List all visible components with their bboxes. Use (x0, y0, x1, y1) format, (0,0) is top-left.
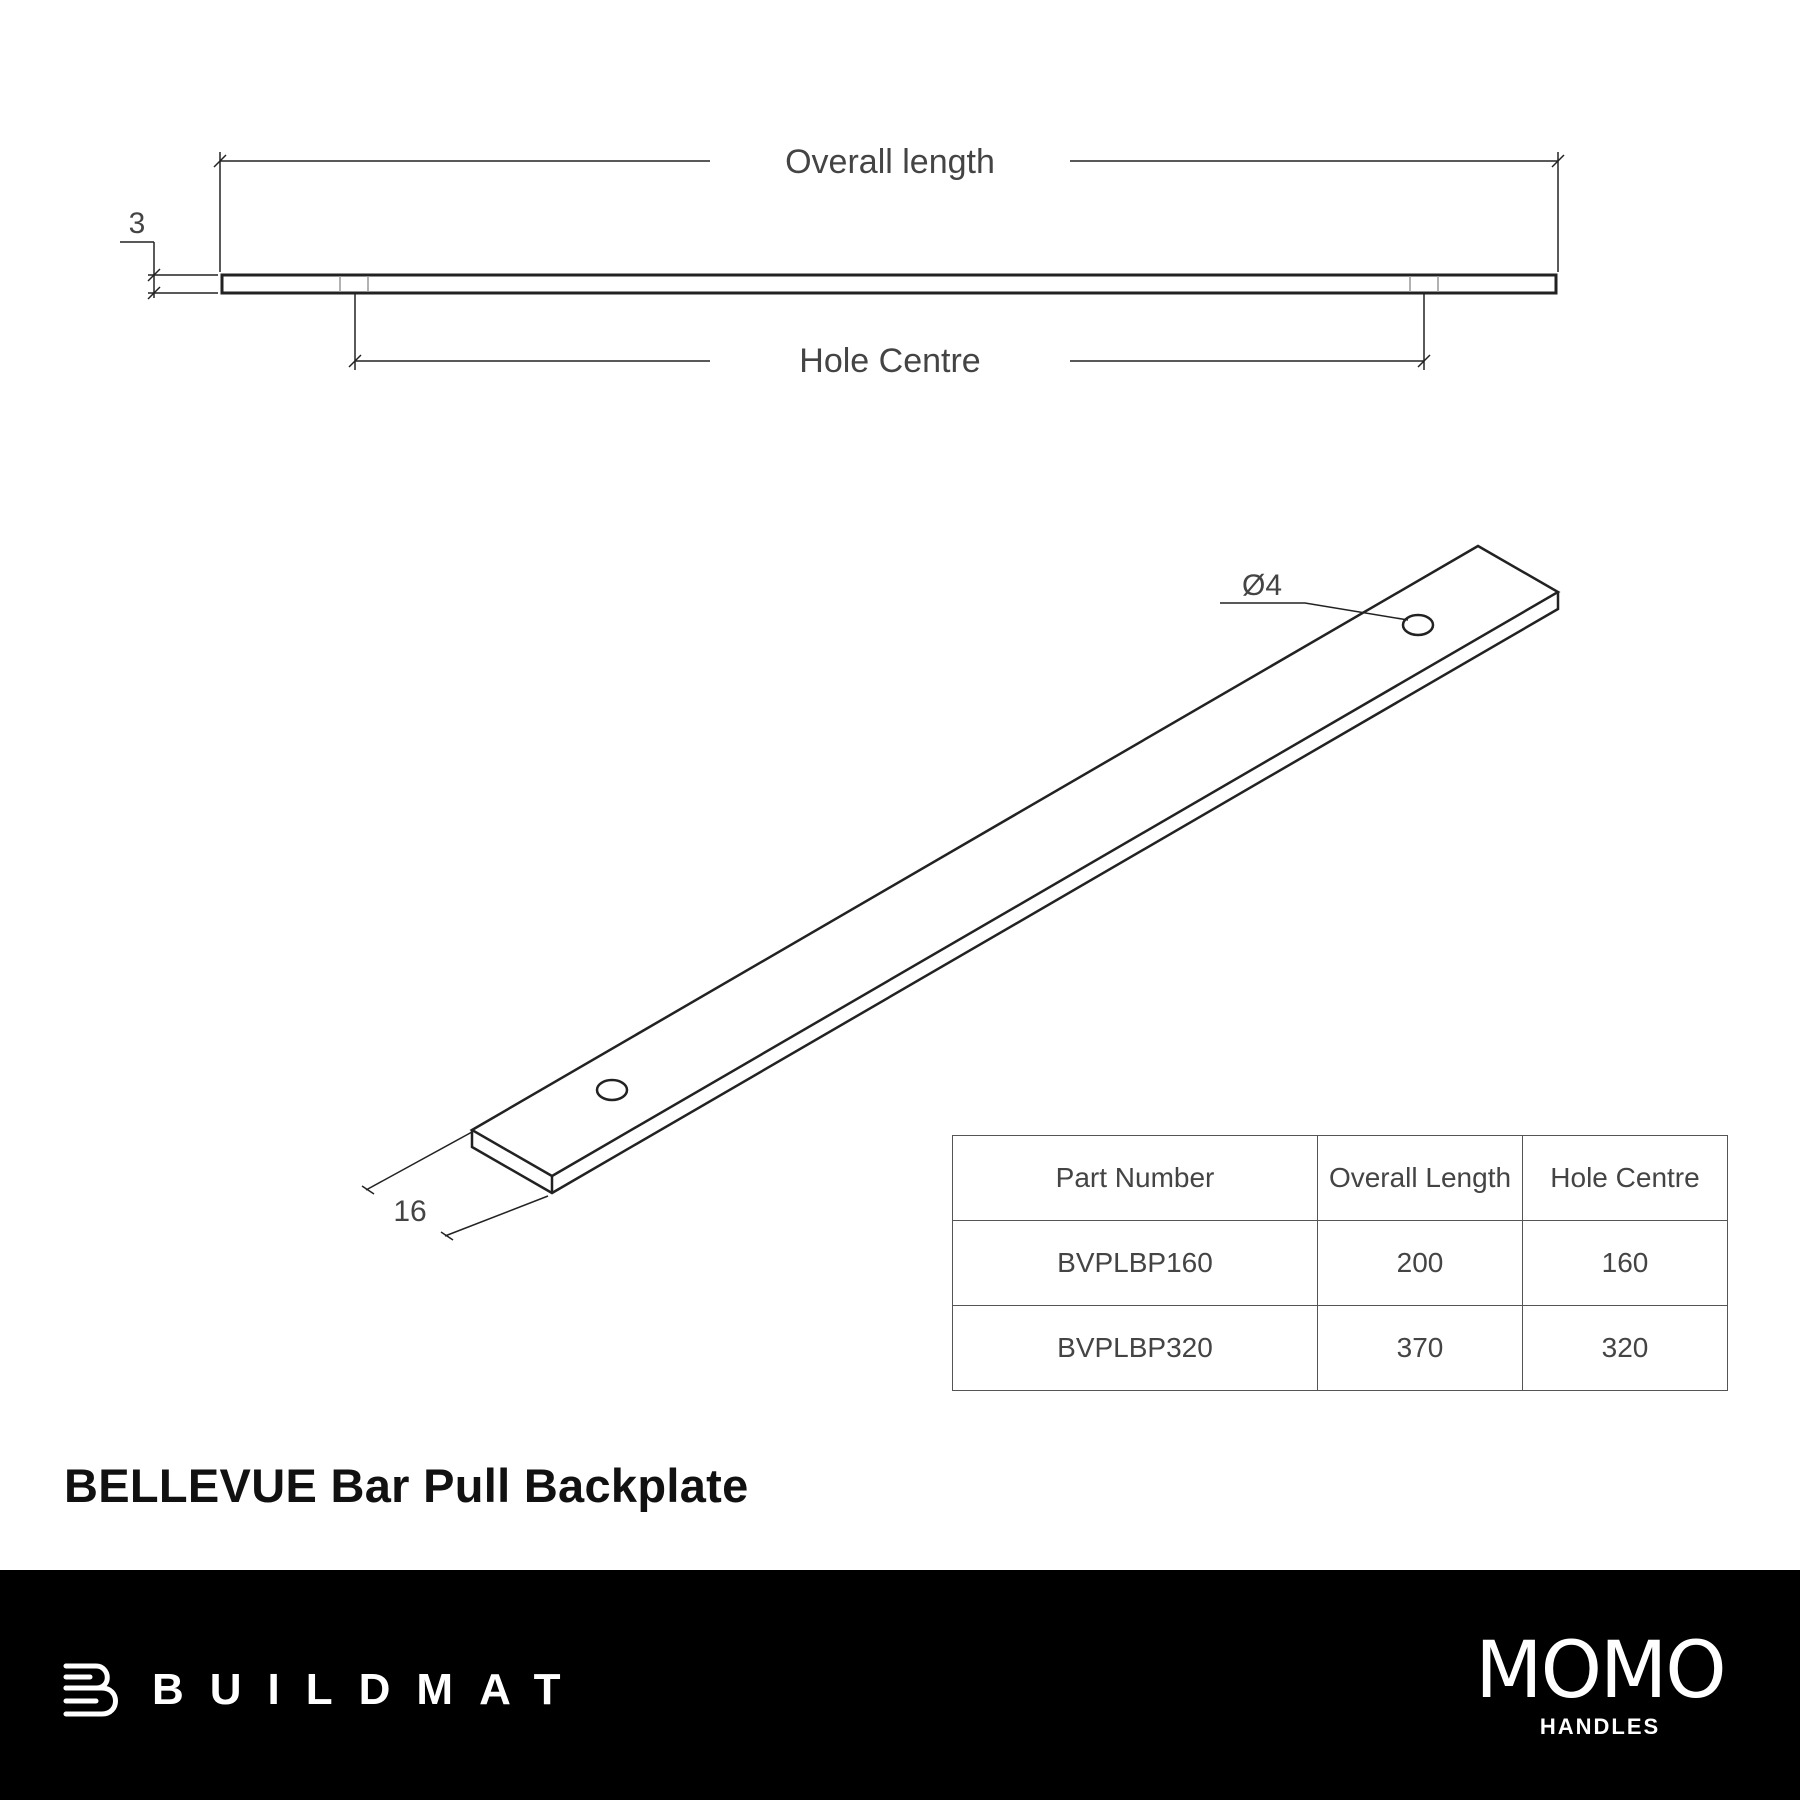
overall-length-label: Overall length (785, 143, 995, 181)
table-header-row (953, 1136, 1728, 1221)
hole-diameter-label: Ø4 (1241, 569, 1283, 602)
top-view (120, 152, 1564, 370)
thickness-label: 3 (128, 207, 146, 240)
header-hole-centre: Hole Centre (1523, 1136, 1728, 1221)
product-title: BELLEVUE Bar Pull Backplate (64, 1459, 749, 1512)
buildmat-wordmark: BUILDMAT (152, 1665, 587, 1714)
buildmat-logo (62, 1662, 586, 1718)
mounting-hole (1403, 615, 1433, 635)
table-row (953, 1306, 1728, 1391)
buildmat-b-icon (62, 1662, 124, 1718)
plate-side-profile (222, 275, 1556, 293)
hole-centre-cell: 320 (1523, 1306, 1728, 1391)
plate-top-face (472, 546, 1558, 1176)
spec-table (952, 1135, 1728, 1391)
table-row (953, 1221, 1728, 1306)
mounting-hole (597, 1080, 627, 1100)
overall-length-cell: 200 (1318, 1221, 1523, 1306)
hole-centre-cell: 160 (1523, 1221, 1728, 1306)
momo-logo (1470, 1626, 1730, 1740)
part-number-cell: BVPLBP320 (953, 1306, 1318, 1391)
momo-subtitle: HANDLES (1539, 1714, 1661, 1739)
header-overall-length: Overall Length (1318, 1136, 1523, 1221)
header-part-number: Part Number (953, 1136, 1318, 1221)
hole-centre-label: Hole Centre (799, 342, 981, 380)
momo-wordmark: MOMO (1475, 1626, 1725, 1716)
overall-length-cell: 370 (1318, 1306, 1523, 1391)
part-number-cell: BVPLBP160 (953, 1221, 1318, 1306)
width-label: 16 (393, 1195, 427, 1228)
